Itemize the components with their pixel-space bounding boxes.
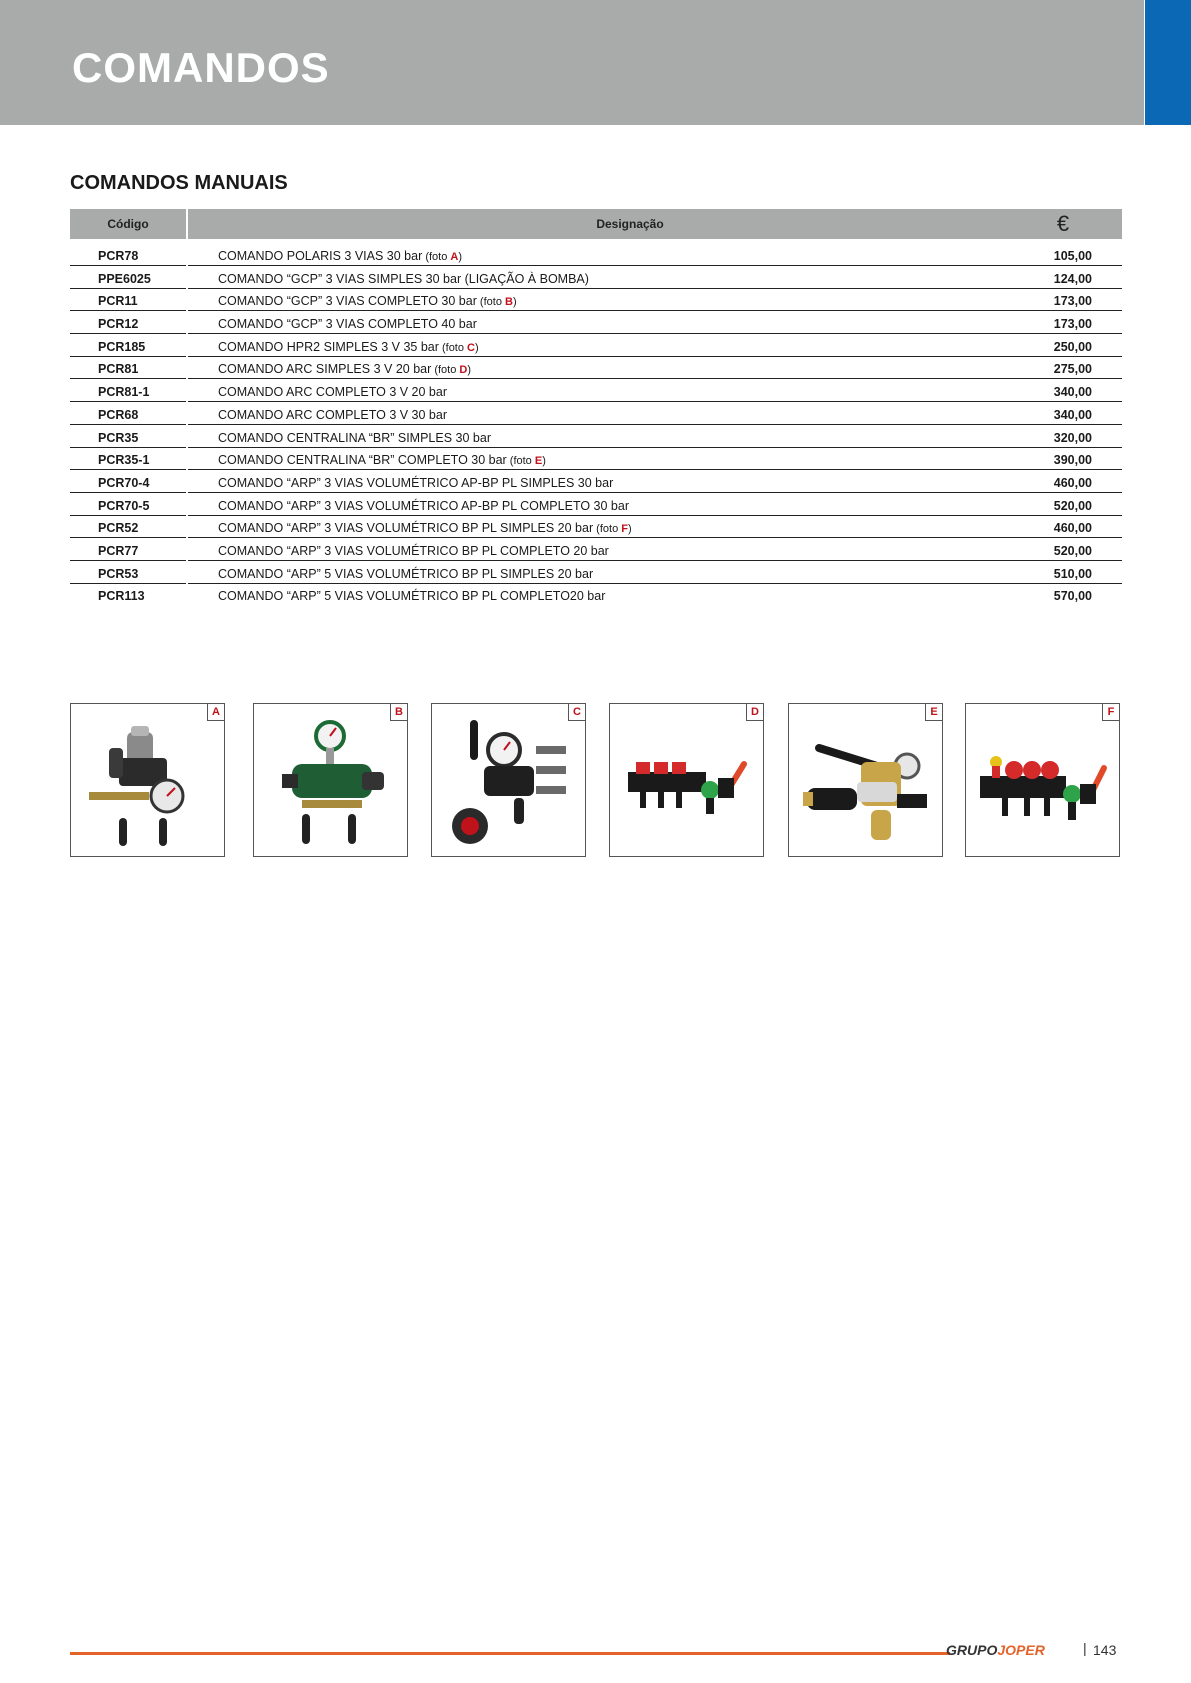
product-description — [188, 268, 1072, 289]
photo-ref-letter: C — [467, 341, 475, 354]
product-illustration — [79, 718, 215, 848]
product-code: PCR185 — [70, 336, 186, 357]
table-row — [70, 495, 1122, 518]
product-description — [188, 313, 1072, 334]
page-header — [0, 0, 1144, 125]
photo-ref-letter: A — [450, 251, 459, 263]
table-row — [70, 563, 1122, 586]
description-text: COMANDO “GCP” 3 VIAS COMPLETO 40 bar — [218, 317, 477, 332]
product-code: PCR35-1 — [70, 449, 186, 470]
product-code: PCR77 — [70, 540, 186, 561]
product-photo — [70, 703, 225, 857]
product-description — [188, 381, 1072, 402]
product-code: PPE6025 — [70, 268, 186, 289]
product-photo — [431, 703, 586, 857]
photo-ref-suffix: ) — [458, 251, 463, 263]
description-text: COMANDO CENTRALINA “BR” COMPLETO 30 bar — [218, 453, 507, 468]
description-text: COMANDO HPR2 SIMPLES 3 V 35 bar — [218, 339, 439, 354]
column-header-price: € — [1004, 209, 1122, 239]
photo-reference — [422, 251, 462, 263]
product-description — [188, 517, 1072, 538]
product-price: 390,00 — [1004, 449, 1122, 470]
product-photo — [253, 703, 408, 857]
description-text: COMANDO “ARP” 3 VIAS VOLUMÉTRICO BP PL COMPLETO 20 bar — [218, 543, 609, 558]
table-row — [70, 449, 1122, 472]
section-title: COMANDOS MANUAIS — [70, 172, 288, 194]
photo-ref-prefix: (foto — [479, 296, 505, 309]
product-photo — [965, 703, 1120, 857]
product-code: PCR81-1 — [70, 381, 186, 402]
photo-reference — [593, 523, 632, 535]
product-price: 570,00 — [1053, 589, 1092, 604]
product-price: 510,00 — [1004, 563, 1122, 584]
table-row — [70, 517, 1122, 540]
product-code: PCR52 — [70, 517, 186, 538]
product-photo — [788, 703, 943, 857]
photo-tag: D — [746, 704, 763, 721]
table-row — [70, 290, 1122, 313]
product-price: 520,00 — [1004, 540, 1122, 561]
product-price: 320,00 — [1004, 427, 1122, 448]
description-text: COMANDO “ARP” 5 VIAS VOLUMÉTRICO BP PL COMPLETO20 bar — [218, 589, 606, 604]
photo-tag: A — [207, 704, 224, 721]
table-row — [70, 313, 1122, 336]
product-description — [188, 449, 1072, 470]
description-text: COMANDO “ARP” 3 VIAS VOLUMÉTRICO BP PL SIMPLES 20 bar — [218, 521, 594, 536]
photo-tag: E — [925, 704, 942, 721]
product-price: 173,00 — [1004, 313, 1122, 334]
photo-ref-letter: E — [534, 455, 543, 468]
photo-reference — [507, 455, 546, 467]
brand-logo — [946, 1642, 1045, 1658]
product-description — [188, 540, 1072, 561]
product-description — [188, 404, 1072, 425]
photo-ref-letter: D — [459, 364, 468, 377]
photo-tag: F — [1102, 704, 1119, 721]
photo-ref-suffix: ) — [627, 523, 632, 536]
photo-tag: B — [390, 704, 407, 721]
product-code: PCR70-5 — [70, 495, 186, 516]
table-row — [70, 336, 1122, 359]
description-text: COMANDO “ARP” 5 VIAS VOLUMÉTRICO BP PL SIMPLES 20 bar — [218, 566, 594, 581]
brand-joper: JOPER — [997, 1642, 1045, 1658]
photo-reference — [477, 296, 517, 308]
photo-ref-prefix: (foto — [509, 455, 535, 468]
product-code: PCR11 — [70, 290, 186, 311]
table-row — [70, 585, 1122, 608]
column-header-description: Designação — [188, 209, 1072, 239]
product-code: PCR70-4 — [70, 472, 186, 493]
product-description — [188, 585, 1072, 606]
product-price: 520,00 — [1004, 495, 1122, 516]
description-text: COMANDO ARC SIMPLES 3 V 20 bar — [218, 362, 432, 377]
product-price: 250,00 — [1004, 336, 1122, 357]
product-code: PCR68 — [70, 404, 186, 425]
product-illustration — [974, 718, 1110, 848]
table-row — [70, 245, 1122, 268]
product-description — [188, 563, 1072, 584]
footer-separator: | — [1083, 1640, 1087, 1656]
product-price: 124,00 — [1004, 268, 1122, 289]
photo-ref-suffix: ) — [467, 364, 472, 377]
product-description — [188, 245, 1072, 266]
table-row — [70, 381, 1122, 404]
product-description — [188, 495, 1072, 516]
product-price: 173,00 — [1004, 290, 1122, 311]
photo-tag: C — [568, 704, 585, 721]
product-illustration — [440, 718, 576, 848]
product-description — [188, 427, 1072, 448]
table-row — [70, 358, 1122, 381]
product-description — [188, 472, 1072, 493]
product-price: 460,00 — [1004, 517, 1122, 538]
description-text: COMANDO ARC COMPLETO 3 V 20 bar — [218, 385, 447, 400]
table-row — [70, 540, 1122, 563]
photo-ref-prefix: (foto — [434, 364, 460, 377]
column-header-code: Código — [70, 209, 186, 239]
table-row — [70, 268, 1122, 291]
product-price: 460,00 — [1004, 472, 1122, 493]
product-description — [188, 358, 1072, 379]
photo-ref-letter: F — [621, 523, 628, 536]
product-code: PCR35 — [70, 427, 186, 448]
price-table — [70, 245, 1122, 608]
photo-ref-prefix: (foto — [596, 523, 622, 536]
page-number: 143 — [1093, 1642, 1117, 1658]
product-code: PCR78 — [70, 245, 186, 266]
table-row — [70, 404, 1122, 427]
product-price: 275,00 — [1004, 358, 1122, 379]
photo-reference — [439, 342, 479, 354]
product-price: 340,00 — [1004, 404, 1122, 425]
product-price: 340,00 — [1004, 381, 1122, 402]
photo-ref-prefix: (foto — [425, 251, 451, 263]
description-text: COMANDO CENTRALINA “BR” SIMPLES 30 bar — [218, 430, 491, 445]
description-text: COMANDO “GCP” 3 VIAS COMPLETO 30 bar — [218, 294, 477, 309]
photo-ref-letter: B — [505, 296, 513, 309]
description-text: COMANDO ARC COMPLETO 3 V 30 bar — [218, 407, 447, 422]
table-header — [70, 209, 1122, 239]
product-illustration — [262, 718, 398, 848]
product-code: PCR113 — [98, 589, 145, 604]
table-row — [70, 472, 1122, 495]
photo-ref-prefix: (foto — [441, 341, 468, 354]
description-text: COMANDO “ARP” 3 VIAS VOLUMÉTRICO AP-BP PL COMPLETO 30 bar — [218, 498, 629, 513]
product-code: PCR12 — [70, 313, 186, 334]
photo-ref-suffix: ) — [475, 341, 479, 354]
product-description — [188, 336, 1072, 357]
product-price: 105,00 — [1004, 245, 1122, 266]
photo-reference — [431, 364, 471, 376]
page-title: COMANDOS — [72, 44, 330, 91]
photo-ref-suffix: ) — [542, 455, 546, 468]
product-description — [188, 290, 1072, 311]
brand-grupo: GRUPO — [946, 1642, 998, 1658]
description-text: COMANDO “ARP” 3 VIAS VOLUMÉTRICO AP-BP PL SIMPLES 30 bar — [218, 475, 614, 490]
product-code: PCR53 — [70, 563, 186, 584]
header-accent-bar — [1145, 0, 1191, 125]
footer-rule — [70, 1652, 950, 1655]
description-text: COMANDO “GCP” 3 VIAS SIMPLES 30 bar (LIGAÇÃO À BOMBA) — [218, 271, 589, 286]
photo-ref-suffix: ) — [512, 296, 517, 309]
product-illustration — [797, 718, 933, 848]
product-illustration — [618, 718, 754, 848]
product-code: PCR81 — [70, 358, 186, 379]
table-row — [70, 427, 1122, 450]
product-photo — [609, 703, 764, 857]
description-text: COMANDO POLARIS 3 VIAS 30 bar — [218, 249, 423, 263]
